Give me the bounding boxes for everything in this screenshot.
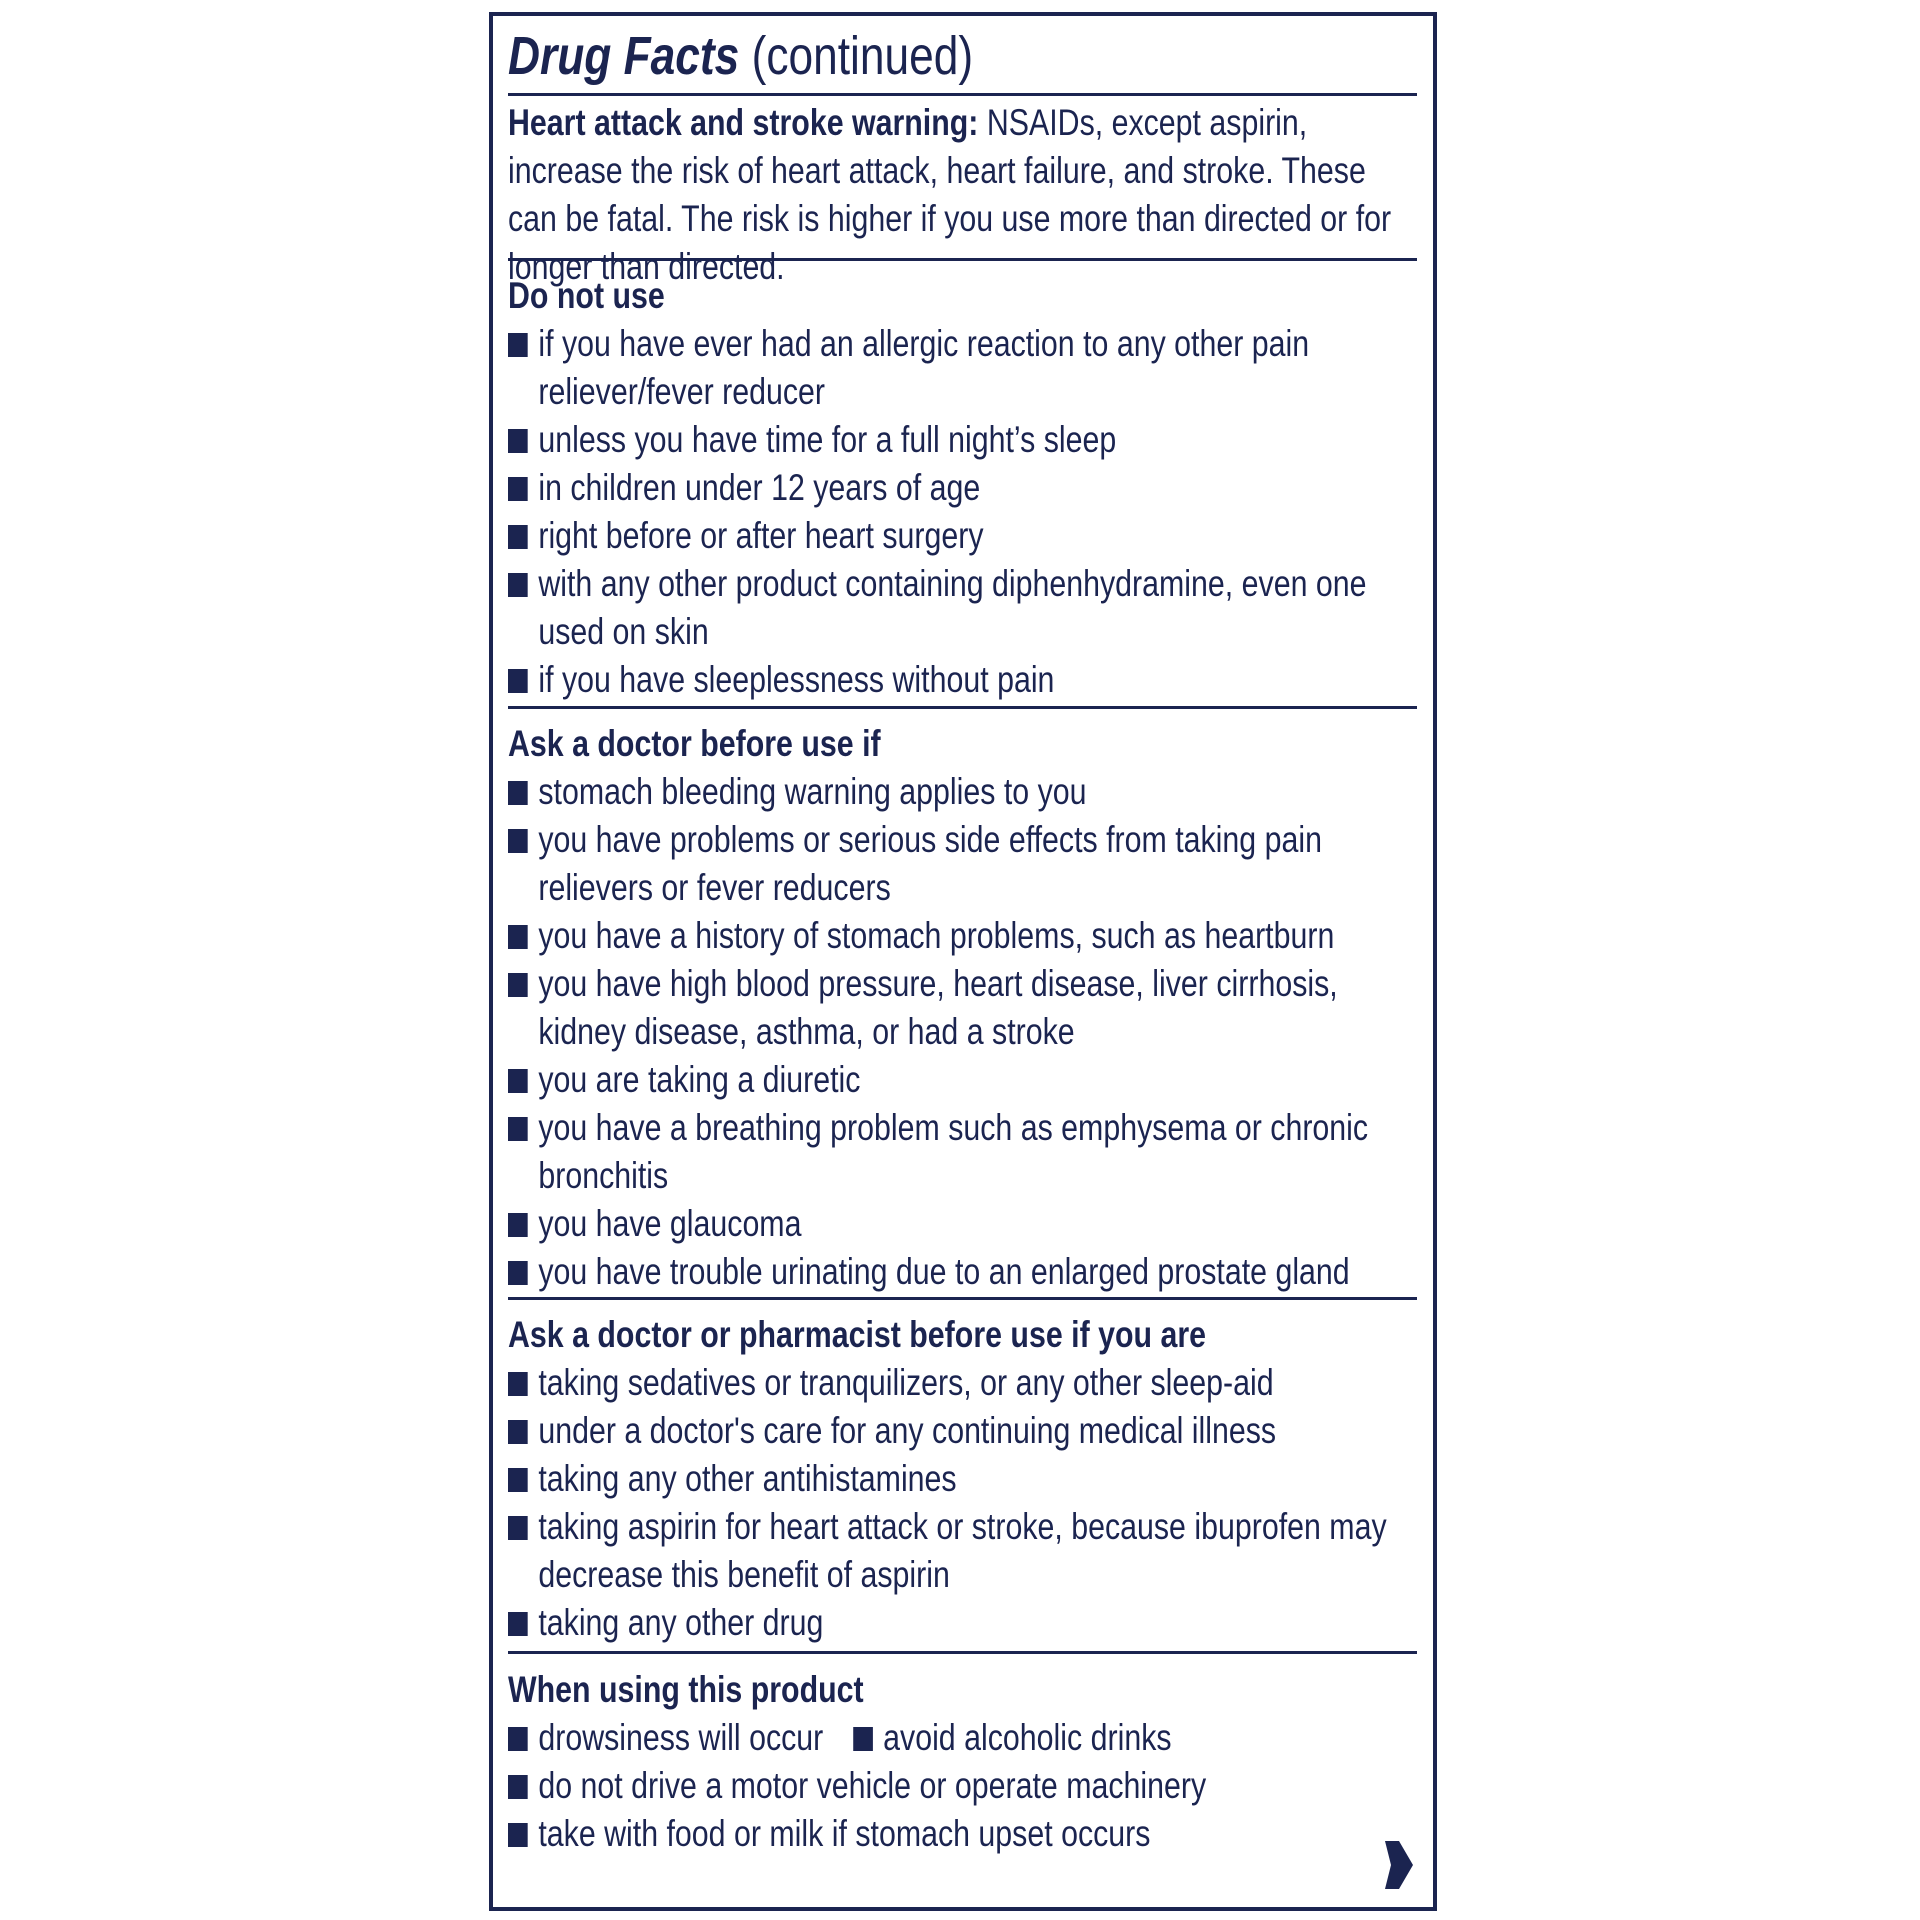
list-item [508, 1200, 1417, 1248]
list-item-text: taking sedatives or tranquilizers, or any other sleep-aid [538, 1362, 1274, 1403]
drug-facts-panel [489, 12, 1437, 1911]
list-item-text: do not drive a motor vehicle or operate machinery [538, 1765, 1207, 1806]
section-heading: When using this product [508, 1669, 864, 1710]
list-item-text: take with food or milk if stomach upset occurs [538, 1813, 1151, 1854]
square-bullet-icon [508, 973, 528, 997]
list-item [508, 1762, 1417, 1810]
list-item-row [508, 1714, 1417, 1762]
list-item [508, 1714, 823, 1762]
list-item-text: taking any other drug [538, 1602, 824, 1643]
square-bullet-icon [508, 1727, 528, 1751]
square-bullet-icon [508, 829, 528, 853]
list-item [508, 1248, 1417, 1296]
list-item-text: you have a history of stomach problems, such as heartburn [538, 915, 1335, 956]
list-item-text: you have high blood pressure, heart disease, liver cirrhosis, kidney disease, asthma, or had a stroke [538, 963, 1338, 1052]
list-item-text: with any other product containing diphenhydramine, even one used on skin [538, 563, 1367, 652]
ask-doctor-section [508, 709, 1417, 1300]
heart-attack-warning-label: Heart attack and stroke warning: [508, 102, 979, 143]
list-item-text: stomach bleeding warning applies to you [538, 771, 1087, 812]
ask-doctor-pharmacist-section [508, 1300, 1417, 1654]
arrow-right-icon [1381, 1839, 1415, 1891]
section-heading: Ask a doctor before use if [508, 723, 881, 764]
section-heading: Do not use [508, 275, 665, 316]
heart-attack-warning-section [508, 96, 1417, 287]
drug-facts-title [508, 16, 1417, 96]
list-item [508, 1407, 1417, 1455]
list-item [508, 1455, 1417, 1503]
square-bullet-icon [508, 781, 528, 805]
list-item [508, 768, 1417, 816]
square-bullet-icon [508, 1420, 528, 1444]
title-text: Drug Facts [508, 26, 740, 86]
square-bullet-icon [853, 1727, 873, 1751]
square-bullet-icon [508, 1069, 528, 1093]
list-item [508, 512, 1417, 560]
square-bullet-icon [508, 1117, 528, 1141]
list-item [508, 416, 1417, 464]
list-item [508, 464, 1417, 512]
list-item-text: you have trouble urinating due to an enlarged prostate gland [538, 1251, 1350, 1292]
square-bullet-icon [508, 925, 528, 949]
section-heading: Ask a doctor or pharmacist before use if you are [508, 1314, 1207, 1355]
list-item-text: taking any other antihistamines [538, 1458, 957, 1499]
square-bullet-icon [508, 1261, 528, 1285]
square-bullet-icon [508, 1213, 528, 1237]
square-bullet-icon [508, 669, 528, 693]
list-item-text: taking aspirin for heart attack or stroke, because ibuprofen may decrease this benefit of aspirin [538, 1506, 1387, 1595]
list-item-text: in children under 12 years of age [538, 467, 981, 508]
list-item-text: if you have ever had an allergic reaction to any other pain reliever/fever reducer [538, 323, 1310, 412]
square-bullet-icon [508, 525, 528, 549]
list-item-text: you have problems or serious side effects from taking pain relievers or fever reducers [538, 819, 1322, 908]
list-item-text: under a doctor's care for any continuing medical illness [538, 1410, 1277, 1451]
list-item-text: you have a breathing problem such as emphysema or chronic bronchitis [538, 1107, 1369, 1196]
list-item-text: you have glaucoma [538, 1203, 802, 1244]
square-bullet-icon [508, 477, 528, 501]
heart-attack-warning-text: NSAIDs, except aspirin, increase the risk of heart attack, heart failure, and stroke. These can be fatal. The risk is higher if you use more than directed or for longer than directed. [508, 102, 1392, 287]
square-bullet-icon [508, 1516, 528, 1540]
heart-attack-warning [508, 96, 1417, 291]
when-using-section [508, 1654, 1417, 1858]
square-bullet-icon [508, 1775, 528, 1799]
list-item-text: drowsiness will occur [538, 1717, 824, 1758]
list-item [508, 1599, 1417, 1647]
square-bullet-icon [508, 429, 528, 453]
list-item [508, 1104, 1417, 1200]
list-item [508, 1359, 1417, 1407]
list-item [853, 1714, 1172, 1762]
list-item-text: if you have sleeplessness without pain [538, 659, 1055, 700]
list-item [508, 912, 1417, 960]
list-item-text: right before or after heart surgery [538, 515, 984, 556]
do-not-use-section [508, 261, 1417, 709]
square-bullet-icon [508, 573, 528, 597]
square-bullet-icon [508, 1823, 528, 1847]
list-item [508, 320, 1417, 416]
square-bullet-icon [508, 1468, 528, 1492]
square-bullet-icon [508, 1372, 528, 1396]
list-item-text: you are taking a diuretic [538, 1059, 861, 1100]
title-continued: (continued) [751, 26, 974, 86]
square-bullet-icon [508, 333, 528, 357]
list-item [508, 1056, 1417, 1104]
square-bullet-icon [508, 1612, 528, 1636]
list-item [508, 1810, 1417, 1858]
list-item [508, 1503, 1417, 1599]
list-item-text: avoid alcoholic drinks [883, 1717, 1172, 1758]
list-item [508, 560, 1417, 656]
list-item-text: unless you have time for a full night’s sleep [538, 419, 1117, 460]
list-item [508, 656, 1417, 704]
list-item [508, 960, 1417, 1056]
list-item [508, 816, 1417, 912]
